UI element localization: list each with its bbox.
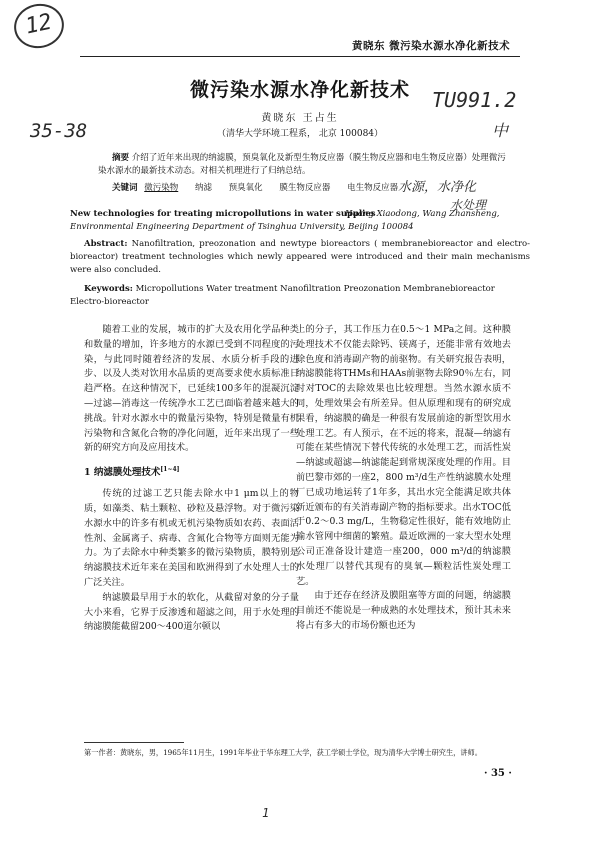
abstract-cn-text: 介绍了近年来出现的纳滤膜，预臭氧化及新型生物反应器（膜生物反应器和电生物反应器）处理微污染水源水的最新技术动态。对相关机理进行了归纳总结。 [98,153,506,176]
keywords-en-text: Micropollutions Water treatment Nanofiltration Preozonation Membranebioreactor Electro-bioreactor [70,284,495,307]
paragraph: 上的分子，其工作压力在0.5～1 MPa之间。这种膜处理技术不仅能去除钙、镁离子，还能非常有效地去除色度和消毒副产物的前驱物。有关研究报告表明，纳滤膜能将THMs和HAAs前驱物去除90％左右，同时对TOC的去除效果也比较理想。当然水源水质不同，处理效果会有所差异。但从原理和现有的研究成果看，纳滤膜的确是一种很有发展前途的新型饮用水处理工艺。有人预示，在不远的将来，混凝—纳滤有可能在某些情况下替代传统的水处理工艺，而活性炭—纳滤或超滤—纳滤能起到常规深度处理的作用。目前巴黎市郊的一座2，800 m³/d生产性纳滤膜水处理厂已成功地运转了1年多，其出水完全能满足欧共体新近颁布的有关消毒副产物的指标要求。出水TOC低于0.2～0.3 mg/L，生物稳定性很好，能有效地防止输水管网中细菌的繁殖。最近欧洲的一家大型水处理公司正准备设计建造一座200，000 m³/d的纳滤膜水处理厂以替代其现有的臭氧—颗粒活性炭处理工艺。 [296,324,511,587]
bottom-mark: 1 [262,806,270,820]
paragraph: 纳滤膜最早用于水的软化，从截留对象的分子量大小来看，它界于反渗透和超滤之间，用于水处理的纳滤膜能截留200～400道尔顿以 [84,591,299,633]
article-affiliation: （清华大学环境工程系， 北京 100084） [216,129,384,139]
article-title-english: New technologies for treating micropollutions in water supplies [70,209,376,219]
keywords-english [70,283,530,309]
abstract-en-text: Nanofiltration, preozonation and newtype bioreactors ( membranebioreactor and electro-bioreactor) treatment technologies which newly appeared were introduced and their main mechanisms were also concluded. [70,239,531,275]
body-column-left [84,323,299,635]
section-reference: [1~4] [160,466,180,474]
handwritten-class-code: TU991.2 [432,88,517,112]
keyword-cn: 微污染物 [144,183,179,193]
body-column-right [296,323,511,634]
paragraph: 传统的过滤工艺只能去除水中1 μm以上的物质，如藻类、粘土颗粒、砂粒及悬浮物。对于微污染水源水中的许多有机或无机污染物质如农药、表面活性剂、金属离子、病毒、含氮化合物等方面则无能为力。为了去除水中种类繁多的微污染物质，膜特别是纳滤膜技术近年来在美国和欧洲得到了水处理人士的广泛关注。 [84,488,299,588]
article-affiliation-english: Environmental Engineering Department of Tsinghua University, Beijing 100084 [70,222,414,232]
keywords-chinese [112,181,398,193]
paragraph-intro: 随着工业的发展，城市的扩大及农用化学品种类和数量的增加，许多地方的水源已受到不同程度的污染，与此同时随着经济的发展、水质分析手段的进步、以及人类对饮用水品质的更高要求使水质标准日趋严格。在这种情况下，已延续100多年的混凝沉淀—过滤—消毒这一传统净水工艺已面临着越来越大的挑战。针对水源水中的微量污染物，特别是微量有机污染物和含氮化合物的净化问题，近年来出现了一些新的研究方向及应用技术。 [84,324,299,454]
article-authors-english: Huang Xiaodong, Wang Zhansheng, [345,209,500,219]
keyword-cn: 电生物反应器 [347,183,399,193]
footnote-rule [84,742,184,743]
abstract-cn-label: 摘要 [112,153,130,163]
running-head: 黄晓东 微污染水源水净化新技术 [352,40,511,52]
article-title: 微污染水源水净化新技术 [189,79,410,101]
footnote: 第一作者：黄晓东，男，1965年11月生，1991年毕业于华东理工大学，获工学硕士学位，现为清华大学博士研究生，讲师。 [84,748,482,757]
abstract-en-label: Abstract: [84,239,128,249]
handwritten-cross-mark: 中 [492,121,509,140]
article-authors: 黄晓东 王占生 [261,113,339,124]
keywords-cn-label: 关键词 [112,183,138,193]
section-heading [84,463,299,481]
keyword-cn: 预臭氧化 [228,183,263,193]
page-number: · 35 · [484,768,512,779]
keyword-cn: 纳滤 [194,183,212,193]
paragraph: 由于还存在经济及膜阻塞等方面的问题，纳滤膜目前还不能说是一种成熟的水处理技术，预计其未来将占有多大的市场份额也还为 [296,590,511,631]
handwritten-page-range: 35-38 [30,120,88,142]
section-title: 1 纳滤膜处理技术 [84,467,161,479]
handwritten-keywords-2: 水处理 [450,198,487,212]
abstract-english [70,238,530,277]
keywords-en-label: Keywords: [84,284,133,294]
handwritten-keywords: 水源，水净化 [398,180,477,195]
header-rule [80,56,520,57]
keyword-cn: 膜生物反应器 [279,183,331,193]
abstract-chinese [98,152,510,178]
handwritten-circled-number: 12 [10,0,68,53]
